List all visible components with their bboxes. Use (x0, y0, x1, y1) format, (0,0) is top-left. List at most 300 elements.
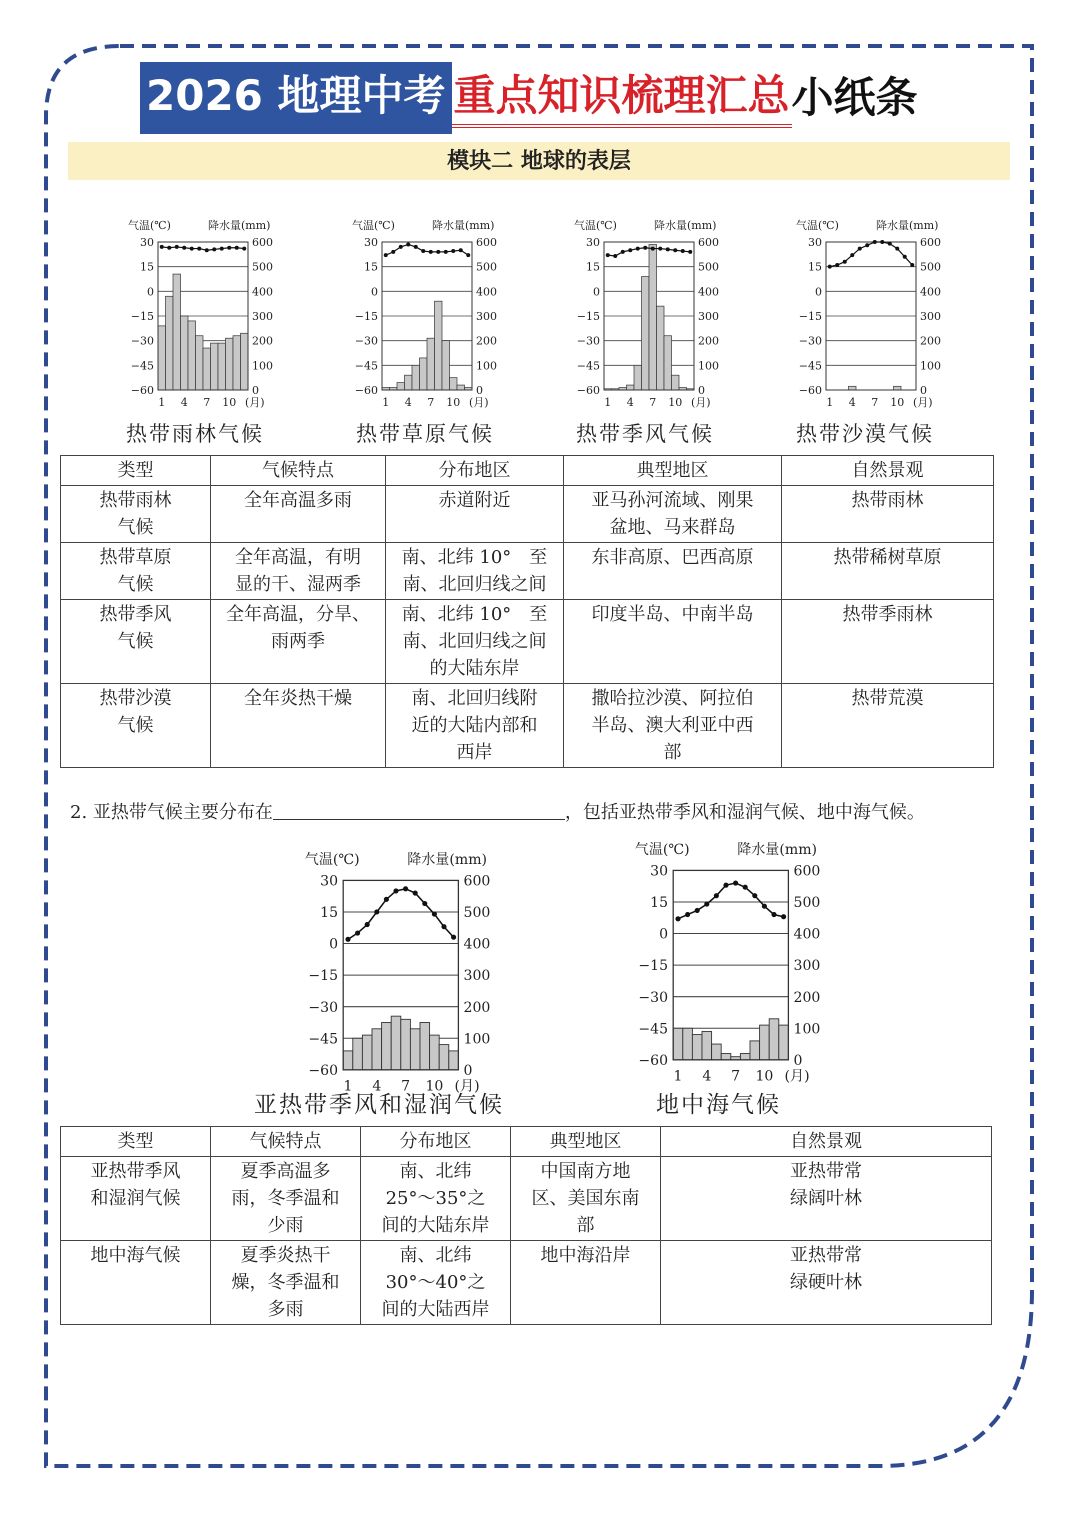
temperature-point-month-9 (444, 250, 448, 254)
precip-bar-month-11 (457, 385, 465, 390)
temperature-point-month-4 (182, 246, 186, 250)
temperature-point-month-6 (393, 888, 398, 893)
month-unit-label: (月) (913, 396, 933, 409)
precip-bar-month-10 (450, 378, 458, 390)
precip-bar-month-2 (166, 296, 174, 390)
title-part-1: 2026 地理中考 (140, 62, 452, 134)
precip-bar-month-10 (672, 375, 680, 390)
temperature-point-month-5 (414, 245, 418, 249)
temperature-point-month-6 (643, 246, 647, 250)
precip-bar-month-5 (634, 365, 642, 390)
month-tick-label: 1 (604, 396, 612, 409)
temp-tick-label: 15 (140, 260, 154, 274)
month-tick-label: 10 (446, 396, 461, 409)
column-header: 典型地区 (511, 1127, 661, 1157)
precip-bar-month-9 (420, 1022, 430, 1069)
chart-caption: 热带雨林气候 (126, 422, 264, 446)
chart-svg (292, 842, 535, 1098)
table-cell: 热带季风 气候 (61, 600, 211, 684)
precip-bar-month-1 (673, 1028, 683, 1060)
temp-tick-label: −45 (638, 1021, 669, 1038)
table-cell: 印度半岛、中南半岛 (564, 600, 782, 684)
climate-chart-tropical-desert (786, 212, 976, 416)
table-row (61, 486, 994, 543)
temperature-point-month-9 (220, 247, 224, 251)
temperature-point-month-5 (858, 247, 862, 251)
precip-tick-label: 0 (698, 384, 705, 397)
temp-tick-label: 30 (320, 873, 339, 890)
temperature-point-month-7 (403, 886, 408, 891)
table-cell: 亚热带季风 和湿润气候 (61, 1157, 211, 1241)
precip-tick-label: 500 (463, 905, 491, 922)
temp-tick-label: −45 (798, 359, 822, 373)
month-tick-label: 1 (382, 396, 390, 409)
precip-bar-month-12 (449, 1051, 459, 1070)
chart-svg (786, 212, 976, 412)
precip-tick-label: 300 (463, 968, 491, 985)
precip-bar-month-2 (353, 1038, 363, 1070)
climate-chart-subtropical-monsoon-humid (292, 842, 535, 1102)
month-tick-label: 7 (731, 1068, 741, 1085)
precip-tick-label: 200 (698, 334, 719, 348)
temp-tick-label: −15 (798, 310, 822, 323)
temperature-point-month-1 (345, 937, 350, 942)
precip-axis-label: 降水量(mm) (654, 219, 717, 232)
temperature-point-month-5 (384, 897, 389, 902)
precip-bar-month-5 (712, 1044, 722, 1060)
temp-tick-label: 0 (593, 285, 600, 299)
temperature-point-month-10 (451, 249, 455, 253)
temperature-point-month-2 (613, 254, 617, 258)
precip-bar-month-3 (173, 274, 181, 390)
precip-bar-month-2 (683, 1028, 693, 1060)
precip-bar-month-6 (642, 277, 650, 390)
temp-tick-label: 30 (364, 236, 378, 249)
table-cell: 地中海气候 (61, 1241, 211, 1325)
temperature-point-month-8 (658, 247, 662, 251)
module-heading: 模块二 地球的表层 (68, 142, 1010, 180)
temperature-point-month-5 (714, 893, 719, 898)
precip-bar-month-4 (627, 385, 635, 390)
precip-bar-month-6 (420, 358, 428, 390)
table-row (61, 543, 994, 600)
precip-bar-month-5 (382, 1022, 392, 1069)
month-tick-label: 10 (755, 1068, 774, 1085)
precip-bar-month-7 (649, 244, 657, 390)
question-2 (70, 798, 925, 824)
month-tick-label: 1 (673, 1068, 683, 1085)
temp-axis-label: 气温(℃) (634, 841, 690, 858)
precip-bar-month-10 (430, 1035, 440, 1070)
precip-bar-month-3 (397, 383, 405, 390)
temperature-point-month-6 (865, 243, 869, 247)
temp-tick-label: −15 (576, 310, 600, 323)
temp-tick-label: 15 (364, 260, 378, 274)
precip-bar-month-11 (233, 336, 241, 390)
table-cell: 热带稀树草原 (782, 543, 994, 600)
precip-bar-month-4 (372, 1029, 382, 1070)
table-cell: 南、北纬 30°～40°之 间的大陆西岸 (361, 1241, 511, 1325)
climate-chart-tropical-monsoon (564, 212, 754, 416)
temp-tick-label: −15 (308, 968, 339, 985)
temp-tick-label: 0 (371, 285, 378, 299)
temp-tick-label: −30 (130, 334, 154, 348)
precip-bar-month-8 (435, 301, 443, 390)
month-tick-label: 7 (871, 396, 879, 409)
temperature-point-month-12 (910, 263, 914, 267)
temperature-point-month-11 (459, 248, 463, 252)
precip-tick-label: 100 (698, 359, 719, 373)
column-header: 自然景观 (782, 456, 994, 486)
table-cell: 南、北纬 10° 至 南、北回归线之间 的大陆东岸 (386, 600, 564, 684)
temperature-point-month-4 (374, 909, 379, 914)
temperature-point-month-10 (895, 247, 899, 251)
temperature-point-month-12 (451, 935, 456, 940)
precip-bar-month-10 (760, 1025, 770, 1060)
precip-bar-month-4 (181, 316, 189, 390)
table-cell: 亚热带常 绿硬叶林 (661, 1241, 992, 1325)
temp-tick-label: −45 (576, 359, 600, 373)
table-cell: 夏季炎热干 燥，冬季温和 多雨 (211, 1241, 361, 1325)
month-tick-label: 10 (425, 1078, 444, 1095)
chart-svg (622, 832, 865, 1088)
temperature-point-month-7 (205, 248, 209, 252)
temperature-point-month-3 (365, 922, 370, 927)
table-cell: 热带季雨林 (782, 600, 994, 684)
precip-bar-month-8 (211, 343, 219, 390)
table-cell: 全年高温，分旱、 雨两季 (211, 600, 386, 684)
temperature-point-month-2 (355, 930, 360, 935)
precip-tick-label: 0 (463, 1062, 473, 1079)
chart-caption: 热带季风气候 (576, 422, 714, 446)
temperature-line (386, 244, 469, 255)
temperature-point-month-3 (843, 260, 847, 264)
temperature-point-month-9 (666, 247, 670, 251)
month-tick-label: 7 (649, 396, 657, 409)
table-cell: 地中海沿岸 (511, 1241, 661, 1325)
precip-tick-label: 200 (920, 334, 941, 348)
precip-bar-month-1 (343, 1051, 353, 1070)
table-cell: 亚马孙河流域、刚果 盆地、马来群岛 (564, 486, 782, 543)
temperature-point-month-4 (628, 248, 632, 252)
precip-tick-label: 400 (463, 936, 491, 953)
temperature-point-month-11 (903, 255, 907, 259)
column-header: 分布地区 (386, 456, 564, 486)
temperature-line (830, 242, 913, 267)
temperature-point-month-8 (413, 890, 418, 895)
temp-tick-label: −30 (308, 999, 339, 1016)
precip-bar-month-4 (849, 386, 857, 390)
month-unit-label: (月) (784, 1068, 810, 1085)
precip-tick-label: 400 (793, 926, 821, 943)
table-cell: 中国南方地 区、美国东南 部 (511, 1157, 661, 1241)
table-cell: 南、北纬 25°～35°之 间的大陆东岸 (361, 1157, 511, 1241)
temperature-point-month-12 (781, 914, 786, 919)
precip-tick-label: 300 (793, 958, 821, 975)
precip-tick-label: 0 (793, 1052, 803, 1069)
temperature-line (162, 247, 245, 250)
month-tick-label: 10 (222, 396, 237, 409)
temp-tick-label: 0 (147, 285, 154, 299)
precip-tick-label: 200 (793, 989, 821, 1006)
column-header: 类型 (61, 456, 211, 486)
temp-tick-label: −60 (308, 1062, 339, 1079)
precip-tick-label: 300 (252, 310, 273, 323)
month-unit-label: (月) (469, 396, 489, 409)
precip-bar-month-8 (410, 1029, 420, 1070)
temperature-point-month-4 (704, 902, 709, 907)
precip-tick-label: 500 (793, 895, 821, 912)
temperature-point-month-3 (175, 245, 179, 249)
column-header: 分布地区 (361, 1127, 511, 1157)
table-cell: 南、北纬 10° 至 南、北回归线之间 (386, 543, 564, 600)
chart-svg (564, 212, 754, 412)
precip-axis-label: 降水量(mm) (876, 219, 939, 232)
precip-tick-label: 500 (252, 260, 273, 274)
precip-bar-month-8 (657, 306, 665, 390)
precip-bar-month-4 (405, 375, 413, 390)
precip-bar-month-4 (702, 1031, 712, 1059)
column-header: 类型 (61, 1127, 211, 1157)
precip-tick-label: 600 (698, 236, 719, 249)
precip-bar-month-9 (218, 343, 226, 390)
precip-tick-label: 200 (476, 334, 497, 348)
table-cell: 撒哈拉沙漠、阿拉伯 半岛、澳大利亚中西 部 (564, 684, 782, 768)
temp-tick-label: −60 (576, 384, 600, 397)
temperature-point-month-4 (850, 253, 854, 257)
table-row (61, 600, 994, 684)
chart-caption: 热带草原气候 (356, 422, 494, 446)
table-cell: 全年高温，有明 显的干、湿两季 (211, 543, 386, 600)
column-header: 自然景观 (661, 1127, 992, 1157)
temperature-point-month-2 (391, 250, 395, 254)
precip-tick-label: 400 (920, 285, 941, 299)
temp-tick-label: 30 (808, 236, 822, 249)
table-row (61, 1157, 992, 1241)
temperature-point-month-9 (752, 893, 757, 898)
climate-chart-mediterranean (622, 832, 865, 1092)
column-header: 气候特点 (211, 456, 386, 486)
table-cell: 亚热带常 绿阔叶林 (661, 1157, 992, 1241)
temperature-point-month-7 (429, 250, 433, 254)
temperature-point-month-5 (190, 247, 194, 251)
table-cell: 热带荒漠 (782, 684, 994, 768)
precip-bar-month-10 (894, 386, 902, 390)
precip-bar-month-5 (188, 321, 196, 390)
temperature-point-month-1 (384, 253, 388, 257)
temp-tick-label: 0 (659, 926, 669, 943)
temperature-point-month-11 (681, 249, 685, 253)
precip-bar-month-10 (226, 338, 234, 390)
precip-tick-label: 400 (252, 285, 273, 299)
temperature-point-month-1 (160, 245, 164, 249)
precip-tick-label: 400 (698, 285, 719, 299)
month-tick-label: 4 (626, 396, 634, 409)
temperature-point-month-2 (835, 263, 839, 267)
precip-tick-label: 100 (252, 359, 273, 373)
month-tick-label: 4 (702, 1068, 712, 1085)
temp-axis-label: 气温(℃) (796, 219, 839, 232)
temp-tick-label: 30 (140, 236, 154, 249)
precip-bar-month-12 (779, 1025, 789, 1060)
precip-bar-month-8 (740, 1054, 750, 1060)
temperature-point-month-6 (421, 249, 425, 253)
precip-bar-month-7 (203, 348, 211, 390)
temp-tick-label: −60 (130, 384, 154, 397)
table-cell: 热带草原 气候 (61, 543, 211, 600)
precip-bar-month-12 (241, 333, 249, 390)
month-tick-label: 1 (158, 396, 166, 409)
precip-tick-label: 500 (476, 260, 497, 274)
precip-bar-month-6 (391, 1016, 401, 1070)
temp-tick-label: −15 (354, 310, 378, 323)
month-tick-label: 4 (372, 1078, 382, 1095)
table-cell: 东非高原、巴西高原 (564, 543, 782, 600)
temp-tick-label: 15 (650, 895, 669, 912)
precip-tick-label: 600 (476, 236, 497, 249)
precip-bar-month-6 (721, 1054, 731, 1060)
precip-tick-label: 600 (920, 236, 941, 249)
temperature-point-month-9 (422, 901, 427, 906)
column-header: 气候特点 (211, 1127, 361, 1157)
temperature-point-month-10 (227, 246, 231, 250)
precip-bar-month-3 (692, 1035, 702, 1060)
temp-axis-label: 气温(℃) (128, 219, 171, 232)
temp-axis-label: 气温(℃) (352, 219, 395, 232)
table-row (61, 1241, 992, 1325)
temp-tick-label: −30 (354, 334, 378, 348)
page-title (140, 62, 918, 134)
month-tick-label: 10 (668, 396, 683, 409)
month-unit-label: (月) (691, 396, 711, 409)
temperature-point-month-2 (167, 246, 171, 250)
temperature-point-month-11 (771, 912, 776, 917)
table-cell: 南、北回归线附 近的大陆内部和 西岸 (386, 684, 564, 768)
temperature-point-month-2 (685, 912, 690, 917)
column-header: 典型地区 (564, 456, 782, 486)
answer-blank[interactable] (273, 801, 565, 820)
precip-tick-label: 300 (476, 310, 497, 323)
question-2-prefix: 2. 亚热带气候主要分布在 (70, 802, 273, 823)
precip-tick-label: 500 (920, 260, 941, 274)
precip-tick-label: 100 (476, 359, 497, 373)
month-tick-label: 4 (848, 396, 856, 409)
precip-tick-label: 100 (793, 1021, 821, 1038)
table-cell: 夏季高温多 雨，冬季温和 少雨 (211, 1157, 361, 1241)
precip-tick-label: 600 (463, 873, 491, 890)
temp-tick-label: 0 (329, 936, 339, 953)
temp-tick-label: −45 (130, 359, 154, 373)
temperature-point-month-7 (873, 240, 877, 244)
precip-bar-month-7 (427, 338, 435, 390)
precip-axis-label: 降水量(mm) (407, 851, 488, 868)
table-row (61, 684, 994, 768)
month-unit-label: (月) (245, 396, 265, 409)
temperature-point-month-9 (888, 242, 892, 246)
precip-tick-label: 600 (252, 236, 273, 249)
precip-tick-label: 400 (476, 285, 497, 299)
month-tick-label: 7 (401, 1078, 411, 1095)
temperature-line (348, 889, 454, 940)
temperature-point-month-1 (606, 253, 610, 257)
temp-tick-label: −30 (798, 334, 822, 348)
chart-caption: 热带沙漠气候 (796, 422, 934, 446)
precip-bar-month-7 (401, 1019, 411, 1070)
temp-tick-label: 30 (586, 236, 600, 249)
temperature-point-month-3 (695, 908, 700, 913)
month-tick-label: 4 (180, 396, 188, 409)
temperature-point-month-1 (675, 916, 680, 921)
temperature-point-month-8 (212, 247, 216, 251)
temperature-point-month-7 (733, 880, 738, 885)
temp-tick-label: −60 (638, 1052, 669, 1069)
precip-tick-label: 0 (252, 384, 259, 397)
chart-caption: 地中海气候 (656, 1092, 781, 1118)
month-tick-label: 1 (343, 1078, 353, 1095)
chart-svg (342, 212, 532, 412)
temperature-point-month-10 (673, 248, 677, 252)
month-tick-label: 4 (404, 396, 412, 409)
chart-caption: 亚热带季风和湿润气候 (254, 1092, 504, 1118)
month-unit-label: (月) (454, 1078, 480, 1095)
precip-tick-label: 0 (920, 384, 927, 397)
precip-tick-label: 0 (476, 384, 483, 397)
precip-bar-month-5 (412, 365, 420, 390)
temperature-point-month-1 (828, 265, 832, 269)
temp-tick-label: 30 (650, 863, 669, 880)
month-tick-label: 1 (826, 396, 834, 409)
month-tick-label: 7 (203, 396, 211, 409)
temperature-point-month-8 (436, 250, 440, 254)
month-tick-label: 7 (427, 396, 435, 409)
temperature-point-month-10 (432, 912, 437, 917)
temperature-point-month-4 (406, 242, 410, 246)
temp-tick-label: 15 (586, 260, 600, 274)
precip-axis-label: 降水量(mm) (737, 841, 818, 858)
temperature-point-month-12 (688, 250, 692, 254)
temp-tick-label: −60 (354, 384, 378, 397)
temperature-point-month-6 (197, 247, 201, 251)
temp-axis-label: 气温(℃) (304, 851, 360, 868)
temperature-point-month-5 (636, 247, 640, 251)
table-cell: 全年高温多雨 (211, 486, 386, 543)
temp-tick-label: −15 (638, 958, 669, 975)
temp-tick-label: −45 (354, 359, 378, 373)
precip-tick-label: 600 (793, 863, 821, 880)
chart-svg (118, 212, 308, 412)
precip-axis-label: 降水量(mm) (208, 219, 271, 232)
precip-tick-label: 300 (920, 310, 941, 323)
climate-chart-tropical-rainforest (118, 212, 308, 416)
temperature-point-month-12 (242, 247, 246, 251)
title-part-2: 重点知识梳理汇总 (452, 68, 792, 128)
precip-bar-month-9 (442, 341, 450, 390)
precip-tick-label: 200 (252, 334, 273, 348)
table-cell: 热带雨林 气候 (61, 486, 211, 543)
temp-tick-label: 15 (808, 260, 822, 274)
precip-bar-month-9 (750, 1041, 760, 1060)
temp-axis-label: 气温(℃) (574, 219, 617, 232)
temperature-point-month-7 (651, 247, 655, 251)
precip-tick-label: 200 (463, 999, 491, 1016)
precip-bar-month-1 (158, 326, 166, 390)
temperature-point-month-11 (235, 246, 239, 250)
precip-bar-month-6 (196, 336, 204, 390)
temperature-point-month-12 (466, 253, 470, 257)
temperature-point-month-3 (399, 245, 403, 249)
temp-tick-label: −30 (638, 989, 669, 1006)
climate-chart-tropical-savanna (342, 212, 532, 416)
